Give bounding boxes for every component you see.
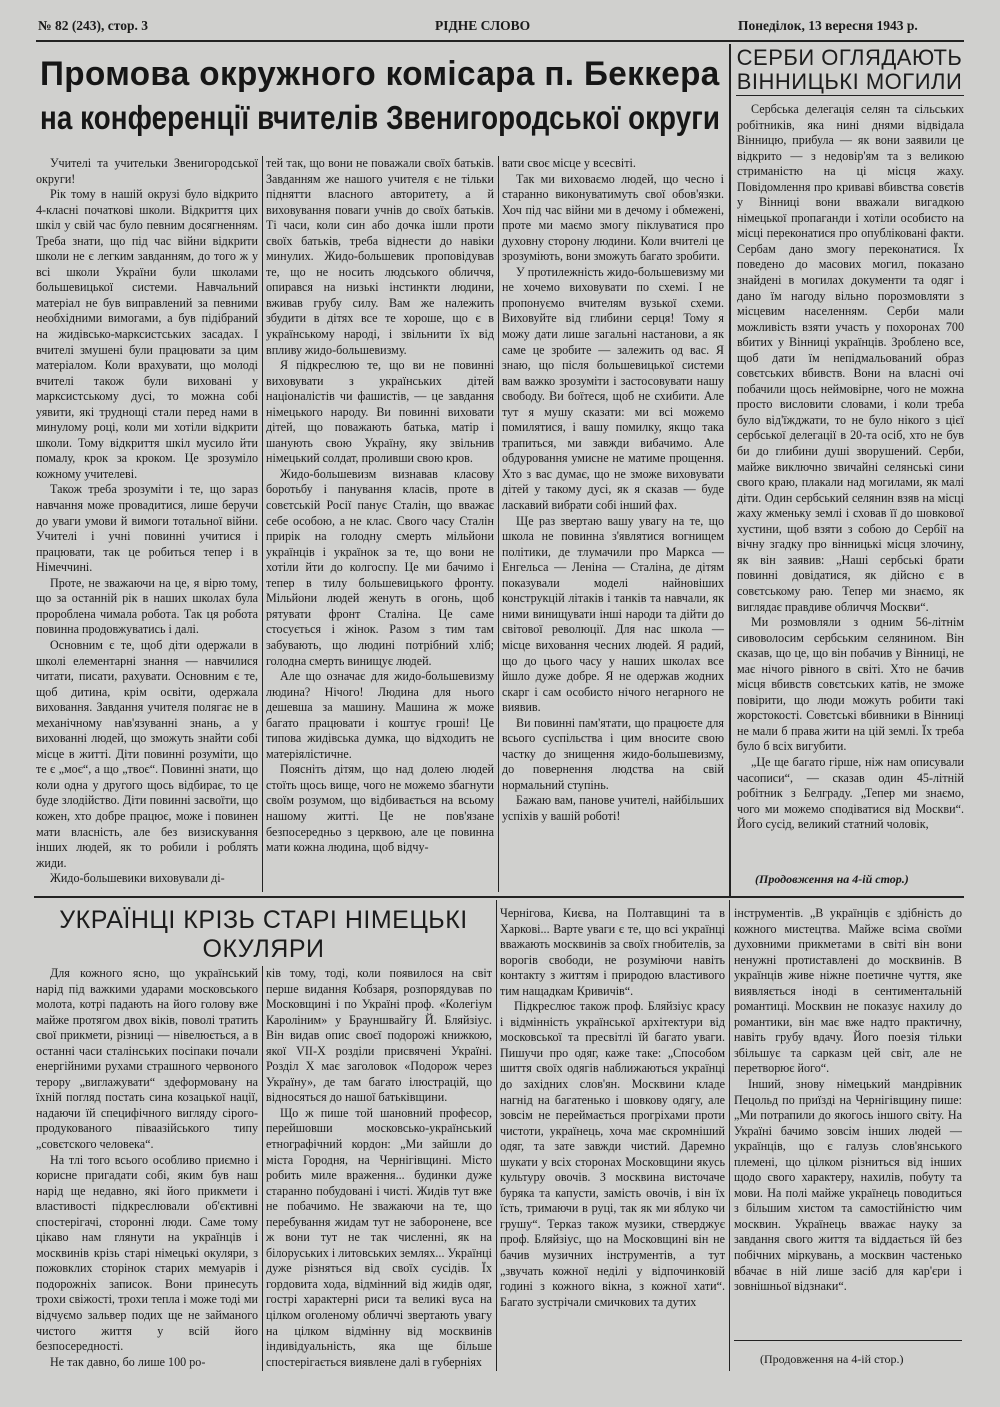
section-divider (729, 44, 731, 896)
serbs-article-body (737, 102, 964, 868)
serbs-continued-note: (Продовження на 4-ій стор.) (755, 872, 909, 886)
speech-paragraph: Ще раз звертаю вашу увагу на те, що школа не повинна з'являтися вогнищем політики, де тлумачили про Маркса — Енгельса — Леніна — Сталіна, де дітям показували моделі найновіших конструкцій літаків і танків та навчали, як ними винищувати інші народи та дійти до світової революції. Для нас школа — місце виховання чесних людей. Я радий, що до цього часу у наших школах все йшло дуже добре. Я не одержав жодних скарг і сам особисто нічого негарного не виявив. (502, 513, 724, 715)
speech-column-1 (36, 156, 258, 893)
ukrainians-column-1 (36, 966, 258, 1371)
serbs-headline-line1: СЕРБИ ОГЛЯДАЮТЬ (736, 45, 963, 70)
ukrainians-paragraph: Що ж пише той шановний професор, перейшовши московсько-український етнографічний кордон: „Ми зайшли до міста Городня, на Чернігівщині. Місто робить миле враження... будинки дуже старанно побудовані і чисті. Жидів тут вже не побачимо. Не зважаючи на те, що перебування жидам тут не заборонене, все ж вони тут не так численні, як на білоруських і литовських землях... Українці дуже різняться від своїх сусідів. Їх гордовита хода, відмінний від жидів одяг, гострі характерні риси та великі вуса на цілком оголеному обличчі звертають увагу на цілком відмінну від москвинів індивідуальність, яка ще більше спостерігається виявлене далі в губерніях (266, 1105, 492, 1369)
ukrainians-paragraph: Для кожного ясно, що український нарід під важкими ударами московського молота, котрі падають на його голову вже майже протягом двох віків, поволі тратить свої прикмети, різниці — нівелюється, а в останні часи сталінських посіпаки почали енергійними рухами страшного червоного терору „виглажувати“ здеформовану на їхній погляд постать сина козацької нації, надаючи їй специфічного вигляду сірого-продукованого піваазійського типу „совєтского человека“. (36, 966, 258, 1152)
newspaper-title: РІДНЕ СЛОВО (435, 18, 531, 33)
speech-column-2 (266, 156, 494, 893)
ukrainians-continued-note: (Продовження на 4-ій стор.) (760, 1352, 904, 1366)
speech-column-3 (502, 156, 724, 893)
speech-paragraph: Жидо-большевики виховували ді- (50, 871, 225, 886)
ukrainians-column-2 (266, 966, 492, 1371)
speech-paragraph: Поясніть дітям, що над долею людей стоїть щось вище, чого не можемо збагнути своїм розумом, що відбивається на всьому нашому житті. Це не пов'язане безпосередньо з церквою, але це повинна мати кожна людина, щоб відчу- (266, 762, 494, 855)
ukrainians-headline-line2: ОКУЛЯРИ (202, 935, 325, 963)
speech-paragraph: Учителі та учительки Звенигородської округи! (36, 156, 258, 186)
column-divider (262, 966, 263, 1371)
column-divider (729, 900, 730, 1371)
speech-headline-line1: Промова окружного комісара п. Беккера (40, 55, 720, 93)
serbs-headline (733, 46, 966, 94)
issue-number: № 82 (243), стор. 3 (38, 18, 149, 33)
speech-headline (40, 52, 720, 140)
ukrainians-paragraph: ків тому, тоді, коли появилося на світ перше видання Кобзаря, розпорядував по Московщині і по Україні проф. «Колегіум Кароліним» у Брауншвайгу Й. Бляйзіус. Він видав опис своєї подорожі книжкою, якої VII-X розділи присвячені Україні. Розділ X має заголовок «Подорож через Україну», де там багато ілюстрацій, що відносяться до нашої батьківщини. (266, 966, 492, 1105)
continued-rule (734, 1340, 962, 1341)
speech-paragraph: Так ми виховаємо людей, що чесно і старанно виконуватимуть свої обов'язки. Хоч під час війни ми в дечому і обмежені, проте ми маємо змогу піклуватися про духовну сторону людини. Коли вчителі це зрозуміють, вони зможуть багато зробити. (502, 171, 724, 264)
speech-paragraph: Рік тому в нашій окрузі було відкрито 4-класні початкові школи. Відкриття цих шкіл у свій час було певним досягненням. Треба знати, що під час війни відкрити школи не є легким завданням, до того ж у всі школи України були школами большевицької системи. Навчальний матеріал не був виправлений за певними необхідними вимогами, а був підібраний на жидівсько-марксистських засадах. І вчителі змушені були працювати за цим матеріалом. Коли врахувати, що молоді вчителі також були виховані у марксистському дусі, то можна собі уявити, які труднощі стали перед нами в минулому році, коли ми хотіли відкрити школи. Тому відкриття шкіл мусило йти помалу, крок за кроком. Це зрозуміло кожному учителеві. (36, 187, 258, 481)
section-divider-horizontal (34, 896, 964, 898)
speech-paragraph: вати своє місце у всесвіті. (502, 156, 636, 170)
issue-date: Понеділок, 13 вересня 1943 р. (738, 18, 918, 33)
masthead-rule (36, 40, 964, 42)
ukrainians-column-3 (500, 906, 725, 1371)
serbs-headline-line2: ВІННИЦЬКІ МОГИЛИ (736, 69, 963, 94)
speech-paragraph: Ви повинні пам'ятати, що працюєте для всього суспільства і цим вносите свою частку до знищення жидо-большевизму, до повернення людства на свій нормальний ступінь. (502, 715, 724, 792)
speech-paragraph: Але що означає для жидо-большевизму людина? Нічого! Людина для нього дешевша за машину. Машина ж може багато працювати і коштує гроші! Це типова жидівська думка, що відходить не матеріялістичне. (266, 669, 494, 761)
ukrainians-paragraph: Підкреслює також проф. Бляйзіус красу і відмінність української архітектури від московської та пресвітлі їй багато уваги. Пишучи про одяг, каже таке: „Способом шиття своїх одягів наближаються українці до західних слов'ян. Москвини кладе нагнід на багатенько і шовкову одягу, але зовсім не переймається прогріхами проти чистоти, українець, хоча має скромніший одяг, та зате завжди чистий. Даремно шукати у всіх сторонах Московщини якусь культуру овочів. З москвина висточаче буряка та капусти, замість овочів, і він їх їсть, тримаючи в руці, так як ми яблуко чи грушу“. Терказ також музики, стверджує проф. Бляйзіус, що на Московщині він не бачив музичних інструментів, а тут „звучать кожної неділі у відпочинковій годині з кожного вікна, з кожної хати“. Багато зустрічали смичкових та дутих (500, 999, 725, 1309)
serbs-paragraph: Ми розмовляли з одним 56-літнім сивоволосим сербським селянином. Він сказав, що це, що він побачив у Вінниці, не має нічого рівного в світі. Хто не бачив місця вбивств совєтських катів, не зможе повірити, що люди можуть робити такі жорстокості. Совєтські вбивники в Вінниці не мали б права жити на цій землі. Їх треба було б всіх вигубити. (737, 615, 964, 754)
speech-headline-line2: на конференції вчителів Звенигородської округи (40, 99, 721, 136)
speech-paragraph: Я підкреслюю те, що ви не повинні виховувати з українських дітей націоналістів чи фашистів, — це завдання німецького народу. Ви повинні виховати дітей, що поважають батька, матір і шанують свою Україну, яку звільнив німецький солдат, проливши свою кров. (266, 358, 494, 466)
speech-paragraph: Основним є те, щоб діти одержали в школі елементарні знання — навчилися читати, писати, рахувати. Основним є те, щоб дитина, крім освіти, одержала виховання. Завдання учителя полягає не в механічному нав'язуванні знань, а у вихованні людей, що зможуть знайти собі місце в житті. Діти повинні розуміти, що те є „моє“, а що „твоє“. Повинні знати, що коли одна у другого щось відбирає, то це буде злодійство. Діти повинні засвоїти, що кожен, хто добре працює, може і повинен мати власність, але без визискування інших людей, як то робили і роблять жиди. (36, 637, 258, 870)
ukrainians-headline-line1: УКРАЇНЦІ КРІЗЬ СТАРІ НІМЕЦЬКІ (59, 906, 468, 934)
column-divider (496, 900, 497, 1371)
column-divider (262, 156, 263, 892)
speech-paragraph: Жидо-большевизм визнавав класову боротьбу і панування класів, проте в совєтській Росії панує Сталін, що вважає себе особою, а не клас. Свого часу Сталін прирік на голодну смерть мільйони українців і українок за те, що вони не хотіли йти до колгоспу. Це ми бачимо і тепер в тилу большевицького фронту. Мільйони людей женуть в огонь, щоб рятувати фронт Сталіна. Це саме стосується і жінок. Разом з тим там забувають, що людині потрібний хліб; голодна смерть винищує людей. (266, 466, 494, 668)
ukrainians-paragraph: інструментів. „В українців є здібність до кожного мистецтва. Майже всіма своїми духовними прикметами в світі він вони ненужні протиставлені до москвинів. В українців живе ніжне поетичне чуття, яке виявляється іноді в сентиментальній романтиці. Москвин не показує нахилу до романтики, він має вже надто практичну, навіть грубу вдачу. Його поезія тільки збільшує та сарказм цей світ, але не перетворює його“. (734, 906, 962, 1076)
serbs-headline-rule (736, 95, 964, 96)
ukrainians-paragraph: Не так давно, бо лише 100 ро- (50, 1354, 206, 1369)
speech-paragraph: У протилежність жидо-большевизму ми не хочемо виховувати по схемі. І не пропонуємо вчителям вузької схеми. Виховуйте від глибини серця! Тому я можу дати лише загальні настанови, а як саме це зробите — залежить од вас. Я знаю, що після большевицької системи вам важко зрозуміти і застосовувати нашу свободу. Ви боїтеся, щоб не схибити. Але тут я мушу сказати: ми всі можемо помилятися, і вашу помилку, якщо така трапиться, ми завжди вибачимо. Але обдуровання умисне не матиме прощення. Хто з вас думає, що не зможе виховувати дітей у такому дусі, як я сказав — буде ласкавий вибрати собі інший фах. (502, 264, 724, 513)
speech-paragraph: Бажаю вам, панове учителі, найбільших успіхів у вашій роботі! (502, 793, 724, 823)
speech-paragraph: тей так, що вони не поважали своїх батьків. Завданням же нашого учителя є не тільки піднятти власного авторитету, а й виховування поваги учнів до своїх батьків. Ті часи, коли син або дочка ішли проти своїх батьків, треба віднести до навіки минулих. Жидо-большевик проповідував те, що не носить людського обличчя, опирався на низькі інстинкти людини, вживав грубу силу. Вам же належить збудити в дітях все те хороше, що є в українському народі, і звільнити їх від впливу жидо-большевизму. (266, 156, 494, 357)
serbs-paragraph: „Це ще багато гірше, ніж нам описували часописи“, — сказав один 45-літній робітник з Белграду. „Тепер ми знаємо, чого ми можемо сподіватися від Москви“. Його сусід, великий статний чоловік, (737, 754, 964, 832)
ukrainians-paragraph: Чернігова, Києва, на Полтавщині та в Харкові... Варте уваги є те, що всі українці вважають москвинів за своїх гнобителів, за ворогів свободи, не розуміючи навіть контакту з життям і природою властивого тим нащадкам Кривичів“. (500, 906, 725, 998)
ukrainians-paragraph: Інший, знову німецький мандрівник Пецольд по приїзді на Чернігівщину пише: „Ми потрапили до якогось іншого світу. На Україні бачимо зовсім інших людей — українців, що є галузь слов'янського племені, що цілком різниться від інших щодо свого характеру, нахилів, побуту та мови. На полі майже українець поводиться з більшим хистом та самостійністю чим москвин. Українець вважає науку за завдання свого життя та віддається їй без побічних міркувань, а москвин частенько вбачає в ній лише засіб для кар'єри і зовнішньої відзнаки“. (734, 1077, 962, 1294)
masthead (38, 18, 958, 38)
serbs-paragraph: Сербська делегація селян та сільських робітників, яка нині днями відвідала Вінницю, прибула — як вони заявили це відкрито — з недовір'ям та з великою стриманістю на ці місця жаху. Повідомлення про криваві вбивства совєтів у Вінниці вони вважали вигадкою німецької пропаганди і хотіли особисто на місці переконатися про опубліковані факти. Сербам дано змогу переконатися. Їх поведено до масових могил, показано знайдені в могилах документи та одяг і дано їм нагоду вільно порозмовляти з місцевим населенням. Серби мали можливість взяти участь у похоронах 700 вбитих у Вінниці українців. Зроблено все, щоб дати їм непідмальований образ совєтських вбивств. Вони на власні очі побачили щось неймовірне, чого не можна просто висловити словами, і коли треба було від'їжджати, то не було нікого з цієї сербської делегації в 20-та осіб, хто не був би до глибини душі зворушений. Серби, майже виключно звичайні селянські сини свого краю, плакали над могилами, як малі діти. Один сербський селянин взяв на місці жаху жменьку землі і сховав її до шовкової хустини, щоб взяти з собою до Сербії на вічну згадку про вінницькі місця злочину, як він заявив: „Наші сербські брати повинні довідатися, як дійсно є в совєтському раю. Тепер ми знаємо, як виглядає правдиве обличчя Москви“. (737, 102, 964, 614)
speech-paragraph: Проте, не зважаючи на це, я вірю тому, що за останній рік в наших школах була пророблена чимала робота. Так ця робота повинна продовжуватись і далі. (36, 575, 258, 637)
ukrainians-headline (36, 906, 491, 964)
speech-paragraph: Також треба зрозуміти і те, що зараз навчання може провадитися, лише беручи до уваги умови й вимоги тотальної війни. Учителі і учні повинні учитися і працювати, так це робиться тепер і в Німеччині. (36, 482, 258, 575)
ukrainians-paragraph: На тлі того всього особливо приємно і корисне пригадати собі, яким був наш нарід ще недавно, які його прикмети і властивості підкреслювали об'єктивні спостерігачі, сторонні люди. Саме тому цікаво нам глянути на українців і москвинів крізь старі німецькі окуляри, з пожовклих сторінок старих мемуарів і подорожніх записок. Вони принесуть трохи свіжості, трохи тепла і може тоді ми відчуємо зальвер подих ще не займаного чистого життя у всій його безпосередності. (36, 1152, 258, 1354)
ukrainians-column-4 (734, 906, 962, 1338)
column-divider (498, 156, 499, 892)
